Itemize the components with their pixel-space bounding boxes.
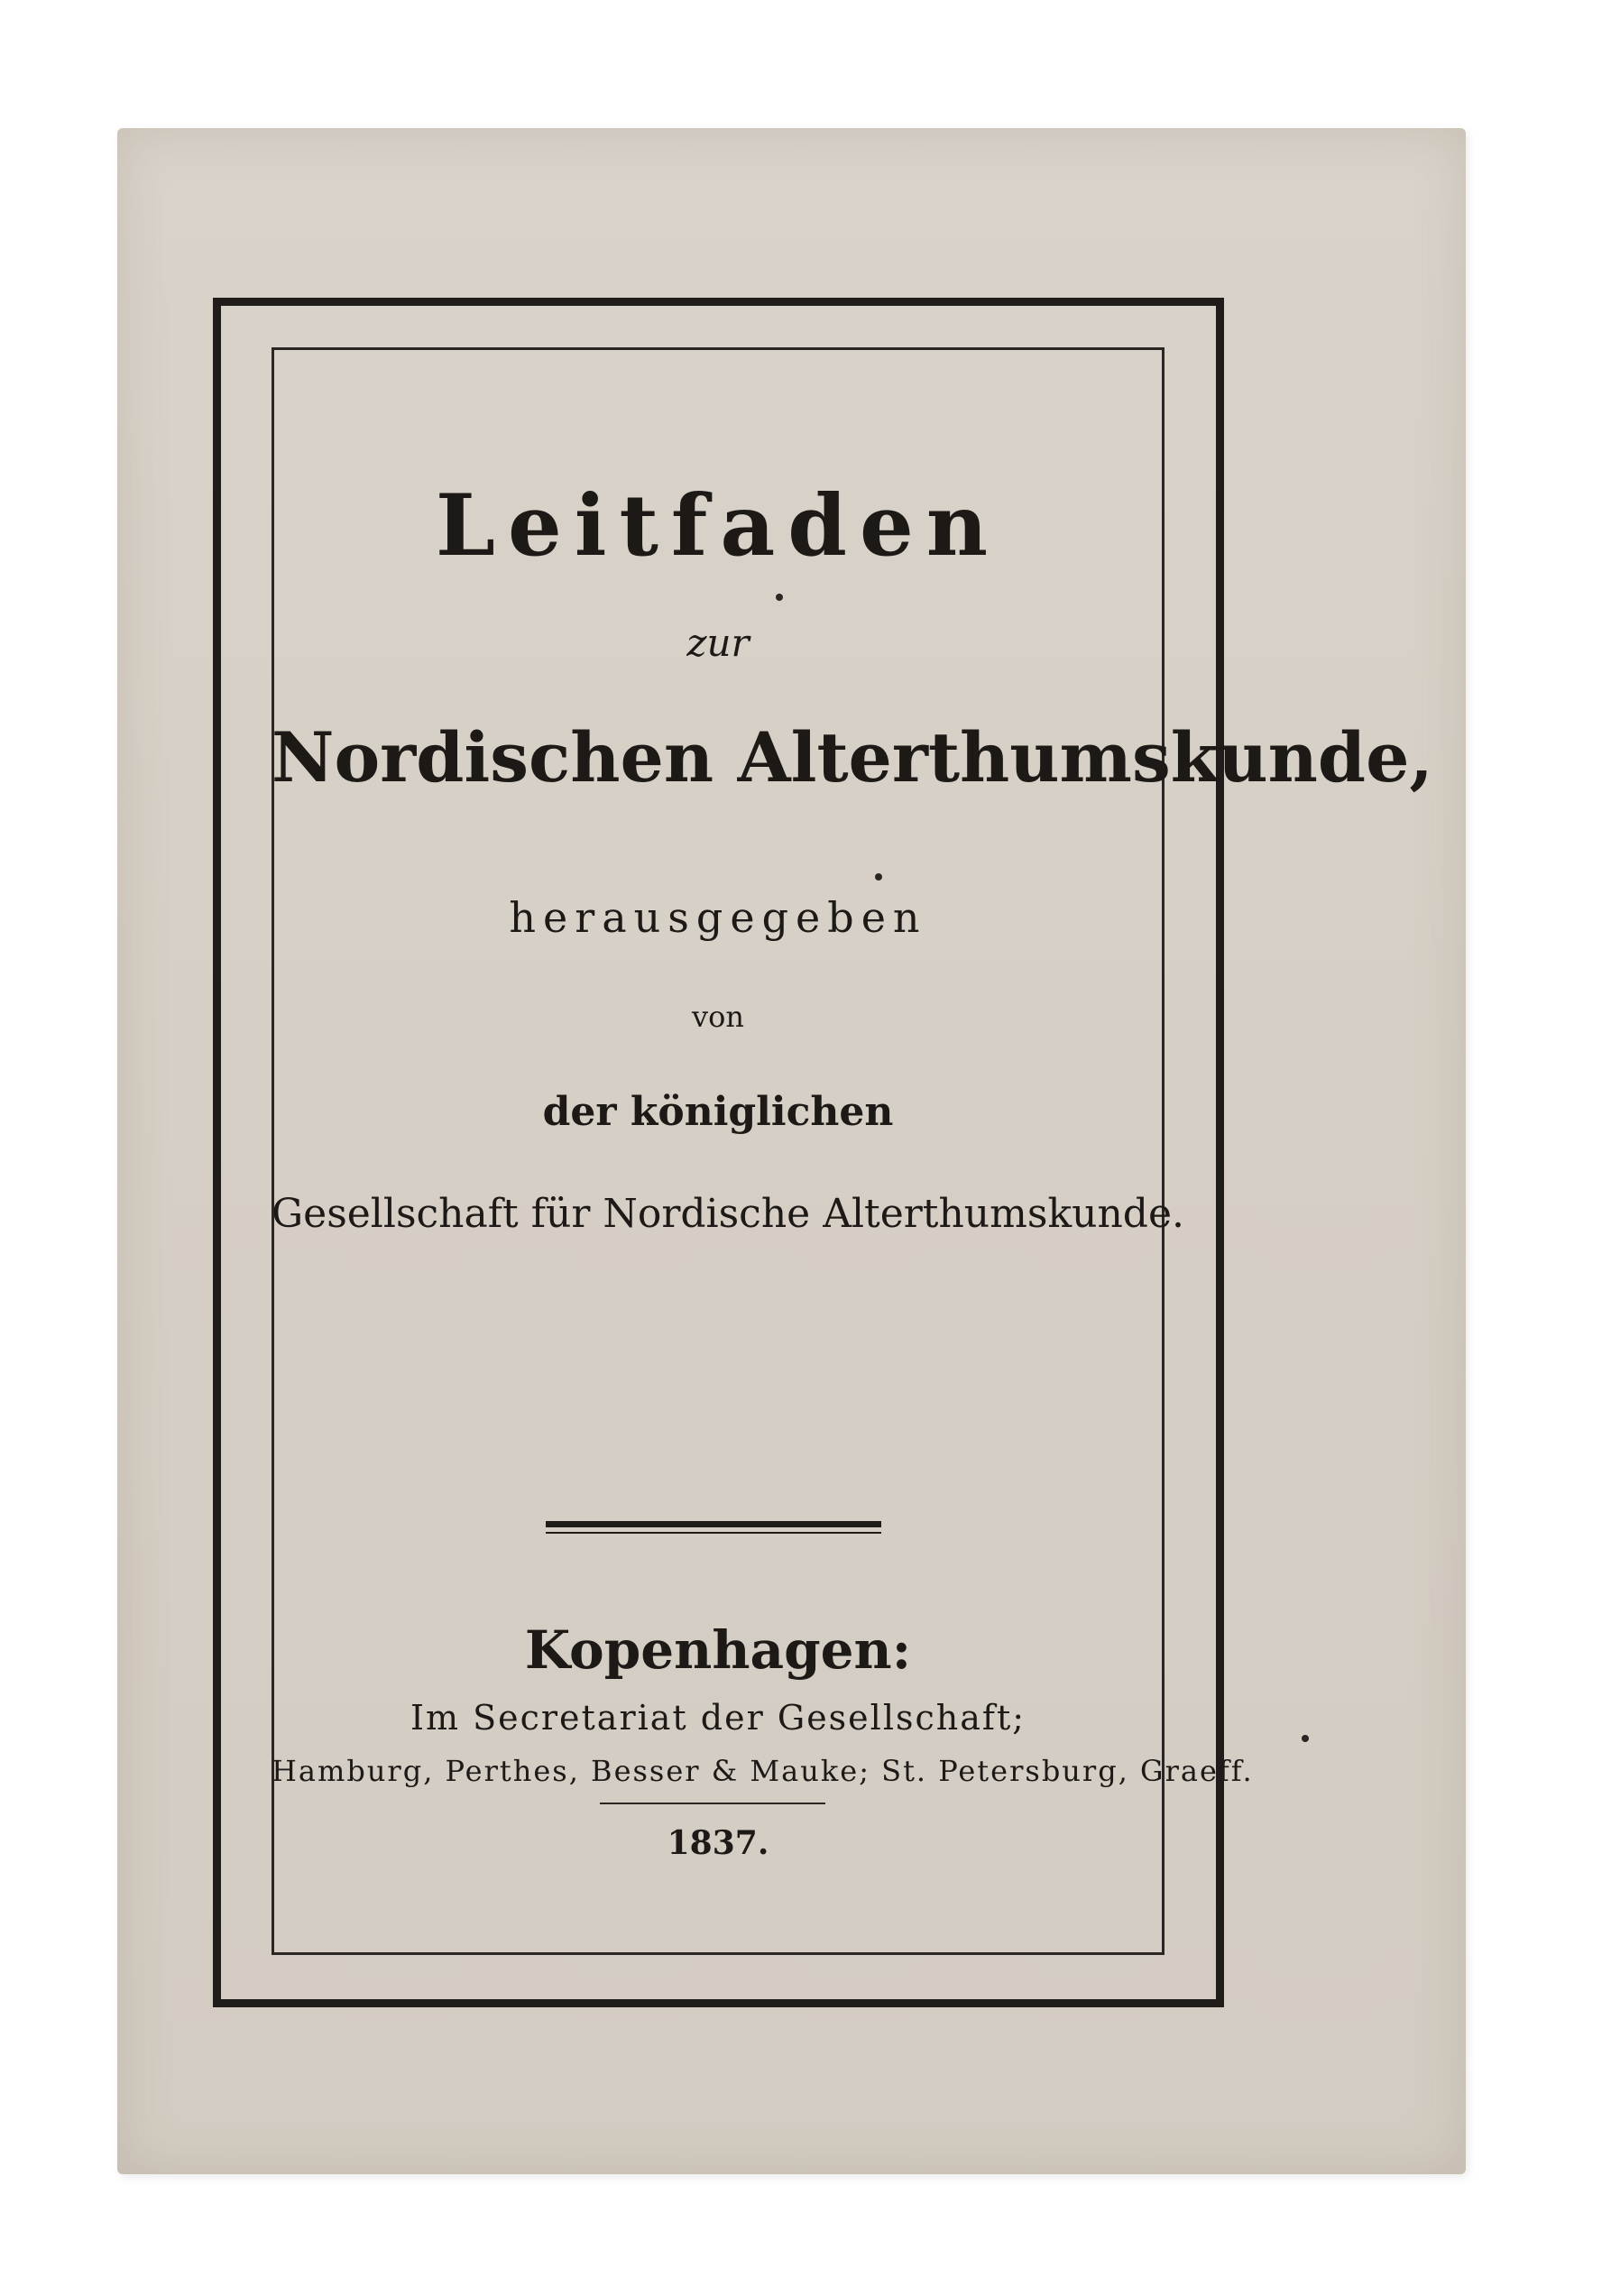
publication-year: 1837.	[667, 1824, 769, 1862]
von-label: von	[692, 1000, 744, 1034]
book-title: Leitfaden	[435, 476, 1001, 576]
paper-speck	[875, 873, 882, 881]
book-subject: Nordischen Alterthumskunde,	[272, 717, 1433, 798]
title-connector: zur	[686, 621, 750, 665]
separator-rule-thick	[546, 1521, 881, 1527]
publisher-line-2: Hamburg, Perthes, Besser & Mauke; St. Petersburg, Graeff.	[272, 1754, 1254, 1788]
paper-speck	[1302, 1735, 1309, 1742]
society-prefix: der königlichen	[542, 1089, 894, 1135]
year-rule	[600, 1803, 825, 1804]
publication-city: Kopenhagen:	[524, 1619, 912, 1681]
separator-rule-thin	[546, 1532, 881, 1534]
publisher-line-1: Im Secretariat der Gesellschaft;	[410, 1698, 1026, 1738]
society-name: Gesellschaft für Nordische Alterthumskunde.	[272, 1191, 1184, 1237]
paper-speck	[776, 594, 783, 601]
edited-by-label: herausgegeben	[509, 893, 927, 942]
